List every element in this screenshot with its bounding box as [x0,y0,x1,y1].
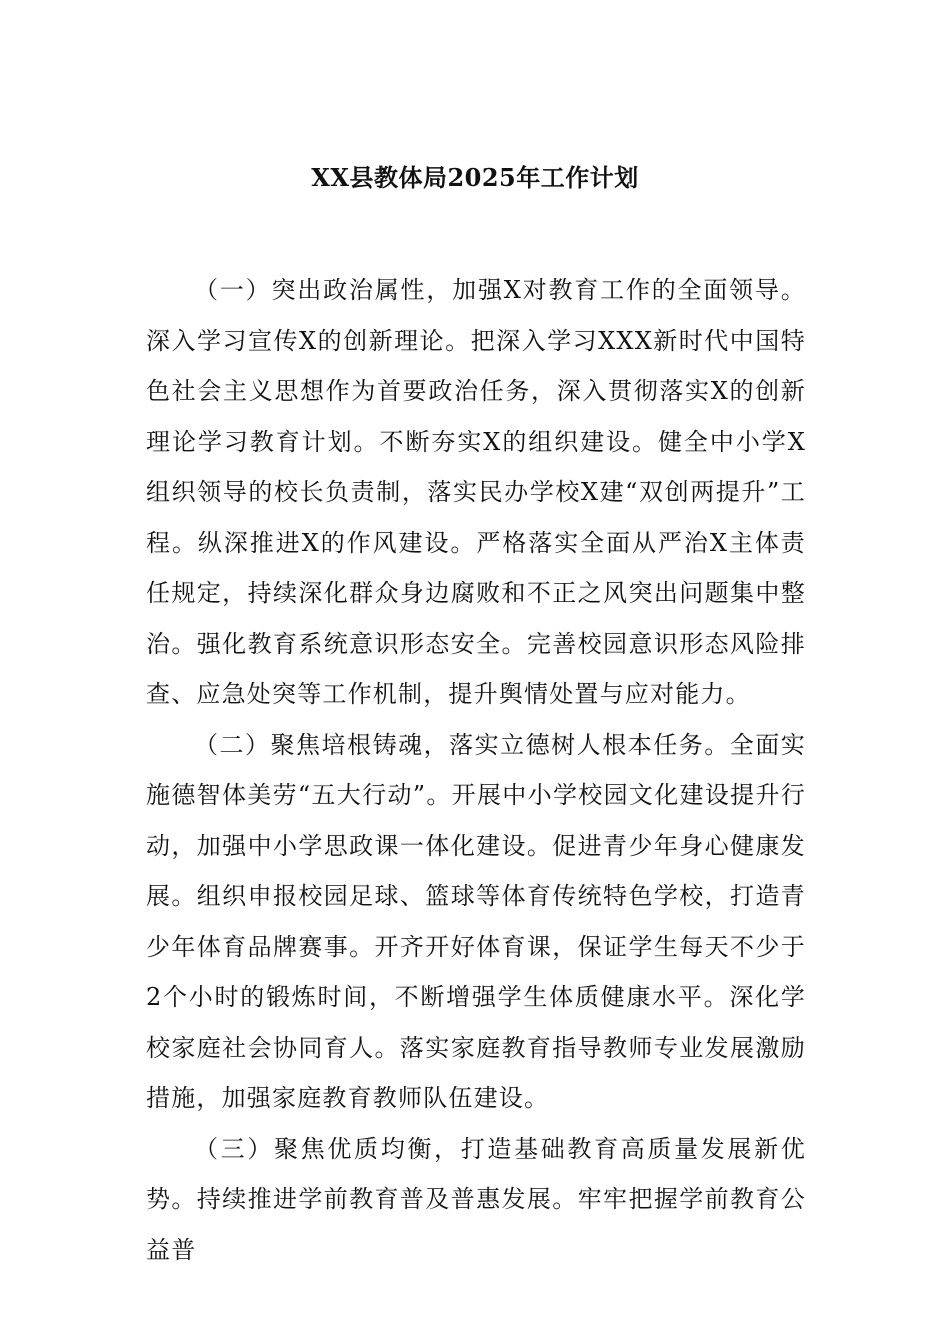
paragraph-1: （一）突出政治属性，加强X对教育工作的全面领导。深入学习宣传X的创新理论。把深入学习XXX新时代中国特色社会主义思想作为首要政治任务，深入贯彻落实X的创新理论学习教育计划。不断夯实X的组织建设。健全中小学X组织领导的校长负责制，落实民办学校X建“双创两提升”工程。纵深推进X的作风建设。严格落实全面从严治X主体责任规定，持续深化群众身边腐败和不正之风突出问题集中整治。强化教育系统意识形态安全。完善校园意识形态风险排查、应急处突等工作机制，提升舆情处置与应对能力。 [146,276,806,708]
paragraph-2: （二）聚焦培根铸魂，落实立德树人根本任务。全面实施德智体美劳“五大行动”。开展中小学校园文化建设提升行动，加强中小学思政课一体化建设。促进青少年身心健康发展。组织申报校园足球、篮球等体育传统特色学校，打造青少年体育品牌赛事。开齐开好体育课，保证学生每天不少于2个小时的锻炼时间，不断增强学生体质健康水平。深化学校家庭社会协同育人。落实家庭教育指导教师专业发展激励措施，加强家庭教育教师队伍建设。 [146,730,806,1112]
document-title: XX县教体局2025年工作计划 [311,163,639,192]
paragraph-3: （三）聚焦优质均衡，打造基础教育高质量发展新优势。持续推进学前教育普及普惠发展。牢牢把握学前教育公益普 [146,1134,806,1264]
document-body [146,265,806,1275]
